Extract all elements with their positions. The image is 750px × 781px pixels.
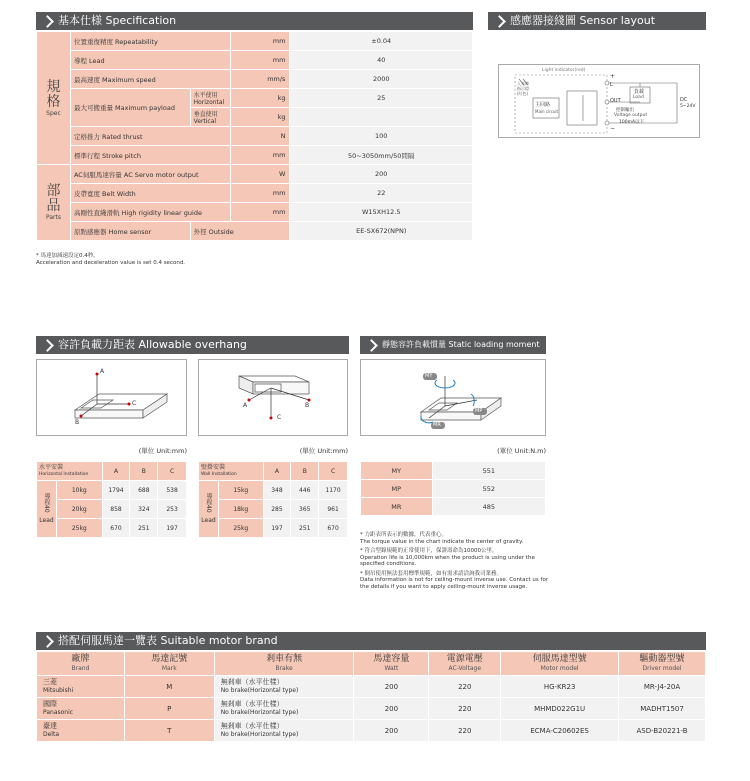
motor-header: 搭配伺服馬達一覽表 Suitable motor brand: [36, 632, 706, 650]
table-row: MR 485: [361, 498, 546, 516]
static-moment-diagram: MY MP MR: [360, 359, 546, 436]
table-row: 導程40 Lead 10kg 1794 688 538: [37, 481, 187, 500]
chevron-right-icon: [365, 337, 379, 353]
static-moment-header: 靜態容許負載慣量 Static loading moment: [360, 336, 546, 354]
table-row: 規格 Spec 位置重復精度 Repeatability mm ±0.04: [37, 32, 473, 51]
table-row: 最大可搬重量 Maximum payload 水平使用 Horizontal kg 25: [37, 89, 473, 108]
static-moment-table: [360, 461, 546, 516]
table-row: 垂直使用 Vertical kg: [37, 108, 473, 127]
horizontal-overhang-diagram: A C B: [36, 359, 187, 436]
table-row: 國際 Panasonic P 無剎車（水平仕樣） No brake(Horizontal type) 200 220 MHMD022G1U MADHT1507: [37, 698, 706, 720]
spec-table: [36, 31, 473, 241]
horizontal-mount-svg: [37, 360, 188, 437]
sensor-header: 感應器接綫圖 Sensor layout: [488, 12, 706, 30]
table-row: MY 551: [361, 462, 546, 480]
wall-overhang-table: [198, 461, 348, 538]
spec-group: 規格 Spec: [37, 32, 71, 165]
table-row: 導程40 Lead 15kg 348 446 1170: [199, 481, 348, 500]
table-row: 部品 Parts AC伺服馬達容量 AC Servo motor output W 200: [37, 165, 473, 184]
table-row: 定格推力 Rated thrust N 100: [37, 127, 473, 146]
chevron-right-icon: [41, 633, 55, 649]
table-row: 壁掛安裝 Wall Installation A B C: [199, 462, 348, 481]
table-row: 25kg 670 251 197: [37, 519, 187, 538]
chevron-right-icon: [41, 13, 55, 29]
table-row: 皮帶寬度 Belt Width mm 22: [37, 184, 473, 203]
chevron-right-icon: [493, 13, 507, 29]
static-moment-notes: * 力距表所表示的數據，代表重心。 The torque value in the chart indicate the center of gravity. * 符合型錄規範的正常使用下，保證壽命為10000公里。 Operation life is 10,000km when the product is using under the specified conditions. * 倒吊使用無法套用標準規範，如有需求請洽詢我司業務。 Data information is not for ceiling-mount inverse use. Contact us for the details if you want to apply ceiling-mount inverse usage.: [360, 532, 549, 590]
motor-table: [36, 651, 706, 742]
parts-group: 部品 Parts: [37, 165, 71, 241]
table-row: 原點感應器 Home sensor 外徑 Outside EE-SX672(NPN): [37, 222, 473, 241]
table-row: 18kg 285 365 961: [199, 500, 348, 519]
table-row: 20kg 858 324 253: [37, 500, 187, 519]
overhang-header: 容許負載力距表 Allowable overhang: [36, 336, 349, 354]
table-row: 導程 Lead mm 40: [37, 51, 473, 70]
table-row: 臺達 Delta T 無剎車（水平仕樣） No brake(Horizontal type) 200 220 ECMA-C20602ES ASD-B20221-B: [37, 720, 706, 742]
moment-axes-svg: [361, 360, 547, 437]
spec-note: * 馬達加減速設定0.4秒。 Acceleration and deceleration value is set 0.4 second.: [36, 253, 186, 266]
wall-overhang-diagram: A B C: [198, 359, 348, 436]
table-row: 25kg 197 251 670: [199, 519, 348, 538]
horizontal-overhang-table: [36, 461, 187, 538]
spec-header: 基本仕様 Specification: [36, 12, 473, 30]
wall-mount-svg: [199, 360, 349, 437]
sensor-diagram: Light indicator(red) 入光時 指示燈 (紅色) 主回路 Main circuit 負載 Load OUT DC 5~24V 控制輸出 Voltage output 100mA以下 + − L: [498, 64, 700, 138]
table-header-row: 廠牌 Brand 馬達記號 Mark 剎車有無 Brake 馬達容量 Watt 電源電壓 AC-Voltage 伺服馬達型號 Motor model 驅動器型號 Driver model: [37, 652, 706, 676]
sensor-wiring-svg: [499, 65, 701, 139]
table-row: MP 552: [361, 480, 546, 498]
table-row: 標準行程 Stroke pitch mm 50~3050mm/50間隔: [37, 146, 473, 165]
table-row: 最高速度 Maximum speed mm/s 2000: [37, 70, 473, 89]
table-row: 高剛性直綫滑軌 High rigidity linear guide mm W15XH12.5: [37, 203, 473, 222]
chevron-right-icon: [41, 337, 55, 353]
table-row: 三菱 Mitsubishi M 無剎車（水平仕樣） No brake(Horizontal type) 200 220 HG-KR23 MR-J4-20A: [37, 676, 706, 698]
table-row: 水平安裝 Horizontal Installation A B C: [37, 462, 187, 481]
